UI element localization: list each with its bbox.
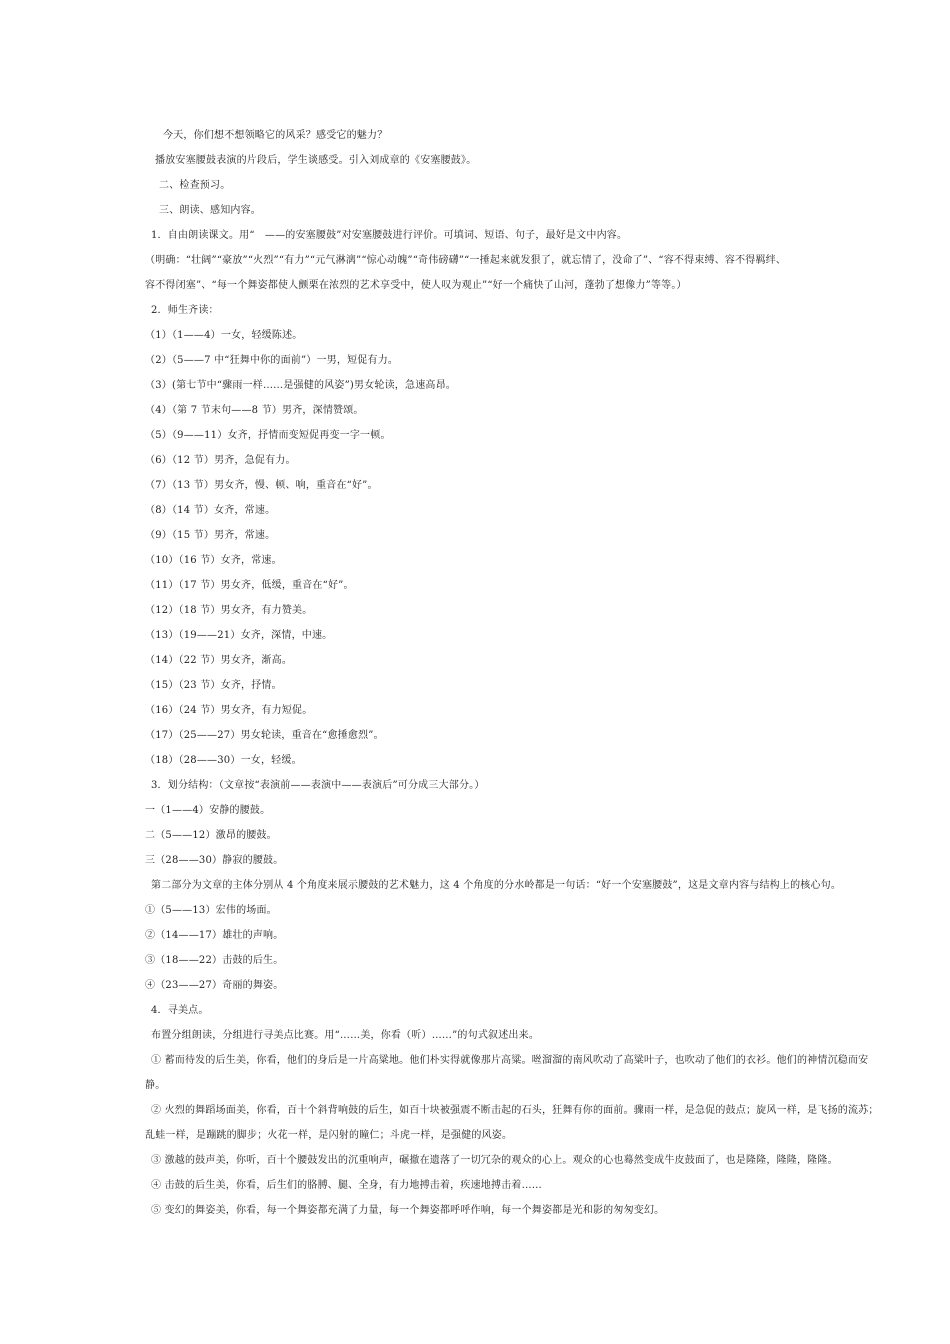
text-line: （明确：“壮阔”“豪放”“火烈”“有力”“元气淋漓”“惊心动魄”“奇伟磅礴”“一捶起来就发狠了，就忘情了，没命了”、“容不得束缚、容不得羁绊、: [145, 255, 787, 266]
text-line: （15）（23 节）女齐，抒情。: [145, 680, 282, 691]
text-line: 布置分组朗读，分组进行寻美点比赛。用“……美，你看（听）……”的句式叙述出来。: [151, 1030, 540, 1041]
text-line: ① 蓄而待发的后生美，你看，他们的身后是一片高粱地。他们朴实得就像那片高粱。咝溜溜的南风吹动了高粱叶子，也吹动了他们的衣衫。他们的神情沉稳而安: [151, 1055, 869, 1066]
text-line: ④ 击鼓的后生美，你看，后生们的胳膊、腿、全身，有力地搏击着，疾速地搏击着……: [151, 1180, 542, 1191]
text-line: 第二部分为文章的主体分别从 4 个角度来展示腰鼓的艺术魅力，这 4 个角度的分水岭都是一句话：“好一个安塞腰鼓”，这是文章内容与结构上的核心句。: [151, 880, 842, 891]
text-line: 4．寻美点。: [151, 1005, 209, 1016]
text-line: （13）（19——21）女齐，深情，中速。: [145, 630, 333, 641]
text-line: 今天，你们想不想领略它的风采？感受它的魅力？: [163, 130, 388, 141]
text-line: ⑤ 变幻的舞姿美，你看，每一个舞姿都充满了力量，每一个舞姿都呼呼作响，每一个舞姿都是光和影的匆匆变幻。: [151, 1205, 665, 1216]
text-line: 静。: [145, 1080, 166, 1091]
text-line: （3）(第七节中“骤雨一样……是强健的风姿”)男女轮读，急速高昂。: [145, 380, 456, 391]
text-line: 三（28——30）静寂的腰鼓。: [145, 855, 284, 866]
text-line: （10）（16 节）女齐，常速。: [145, 555, 282, 566]
text-line: （4）（第 7 节末句——8 节）男齐，深情赞颂。: [145, 405, 364, 416]
text-line: （12）（18 节）男女齐，有力赞美。: [145, 605, 313, 616]
text-line: 播放安塞腰鼓表演的片段后，学生谈感受。引入刘成章的《安塞腰鼓》。: [155, 155, 477, 166]
text-line: 一（1——4）安静的腰鼓。: [145, 805, 271, 816]
text-line: 1．自由朗读课文。用“ ——的安塞腰鼓”对安塞腰鼓进行评价。可填词、短语、句子，最好是文中内容。: [151, 230, 628, 241]
text-line: ③ 激越的鼓声美，你听，百十个腰鼓发出的沉重响声，碾撤在遗落了一切冗杂的观众的心上。观众的心也蓦然变成牛皮鼓面了，也是隆隆，隆隆，隆隆。: [151, 1155, 838, 1166]
text-line: 二、检查预习。: [159, 180, 231, 191]
text-line: ④（23——27）奇丽的舞姿。: [145, 980, 284, 991]
text-line: 2．师生齐读：: [151, 305, 219, 316]
text-line: 容不得闭塞”、“每一个舞姿都使人颤栗在浓烈的艺术享受中，使人叹为观止”“好一个痛快了山河，蓬勃了想像力”等等。）: [145, 280, 687, 291]
text-line: （6）（12 节）男齐，急促有力。: [145, 455, 296, 466]
text-line: 三、朗读、感知内容。: [159, 205, 261, 216]
text-line: （14）（22 节）男女齐，渐高。: [145, 655, 293, 666]
text-line: 3．划分结构：（文章按“表演前——表演中——表演后”可分成三大部分。）: [151, 780, 485, 791]
text-line: 二（5——12）激昂的腰鼓。: [145, 830, 277, 841]
text-line: （8）（14 节）女齐，常速。: [145, 505, 276, 516]
text-line: （7）（13 节）男女齐，慢、顿、响，重音在“好”。: [145, 480, 378, 491]
text-line: （9）（15 节）男齐，常速。: [145, 530, 276, 541]
text-line: 乱蛙一样，是蹦跳的脚步；火花一样，是闪射的瞳仁；斗虎一样，是强健的风姿。: [145, 1130, 513, 1141]
text-line: （18）（28——30）一女，轻缓。: [145, 755, 302, 766]
text-line: （5）（9——11）女齐，抒情而变短促再变一字一顿。: [145, 430, 391, 441]
text-line: ②（14——17）雄壮的声响。: [145, 930, 284, 941]
text-line: ③（18——22）击鼓的后生。: [145, 955, 284, 966]
text-line: （16）（24 节）男女齐，有力短促。: [145, 705, 313, 716]
text-line: ①（5——13）宏伟的场面。: [145, 905, 277, 916]
text-line: （17）（25——27）男女轮读，重音在“愈捶愈烈”。: [145, 730, 384, 741]
text-line: （2）（5——7 中“狂舞中你的面前”）一男，短促有力。: [145, 355, 399, 366]
text-line: ② 火烈的舞蹈场面美，你看，百十个斜背响鼓的后生，如百十块被强震不断击起的石头，狂舞有你的面前。骤雨一样，是急促的鼓点；旋风一样，是飞扬的流苏；: [151, 1105, 879, 1116]
text-line: （1）（1——4）一女，轻缓陈述。: [145, 330, 303, 341]
text-line: （11）（17 节）男女齐，低缓，重音在“好”。: [145, 580, 354, 591]
